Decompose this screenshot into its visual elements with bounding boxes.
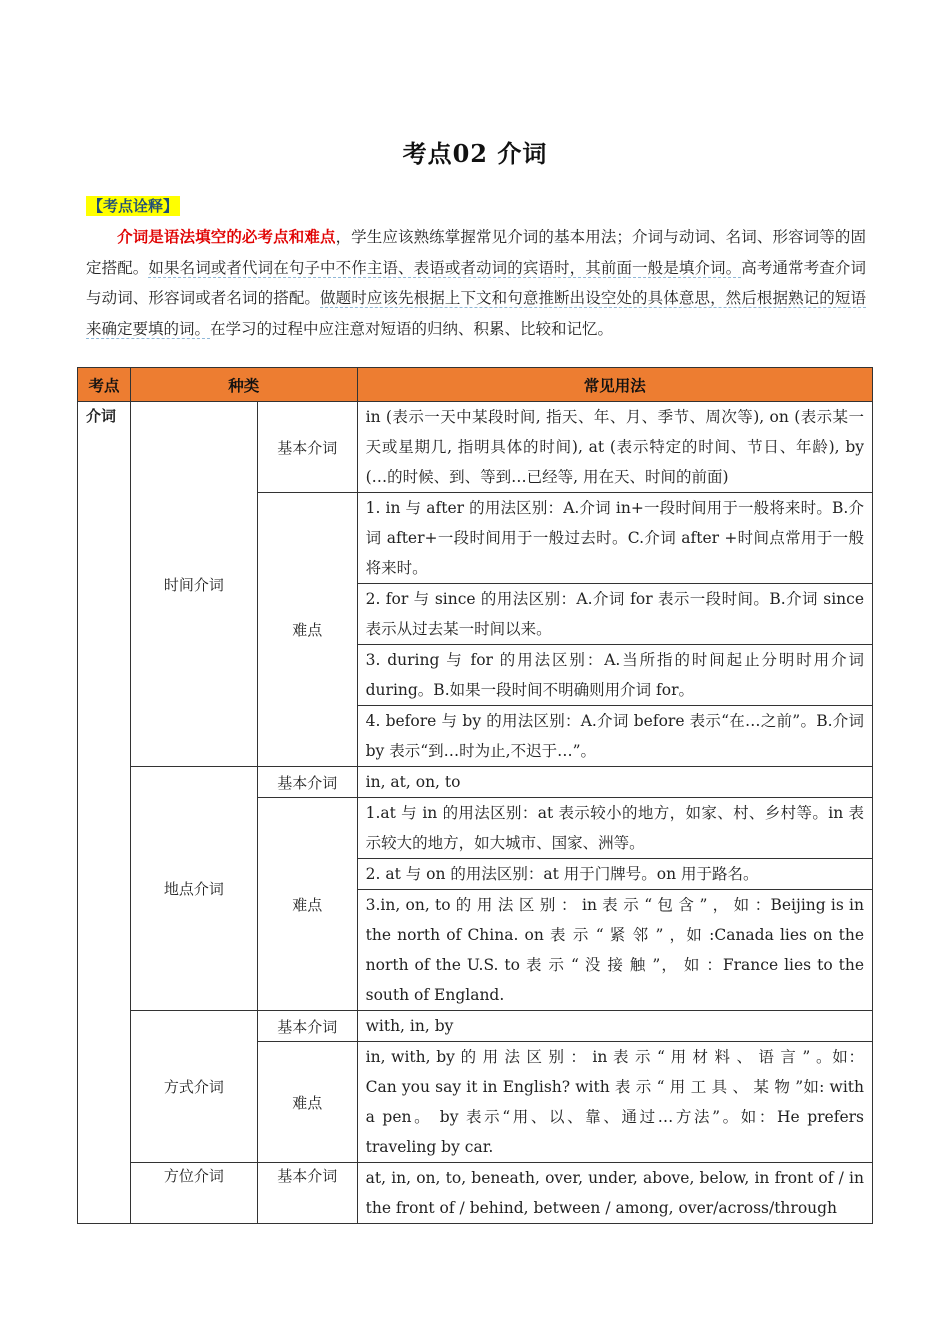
subcategory-basic: 基本介词: [257, 767, 357, 798]
table-row: [78, 1011, 873, 1042]
subcategory-difficult: 难点: [257, 798, 357, 1011]
section-tag: 【考点诠释】: [88, 197, 179, 215]
intro-text-3: 在学习的过程中应注意对短语的归纳、积累、比较和记忆。: [210, 319, 614, 338]
page-title: 考点02 介词: [402, 139, 548, 168]
intro-underlined-1: 如果名词或者代词在句子中不作主语、表语或者动词的宾语时，其前面一般是填介词。: [148, 258, 742, 277]
place-difficult-3: 3.in, on, to 的 用 法 区 别 ： in 表 示 “ 包 含 ” ， 如 ：Beijing is in the north of China. on 表 示 “ 紧 邻 ” ，如 :Canada lies on the north of the U.S. to 表 示 “ 没 接 触 ”， 如 ：France lies to the south of England.: [357, 890, 872, 1011]
time-difficult-3: 3. during 与 for 的用法区别：A.当所指的时间起止分明时用介词during。B.如果一段时间不明确则用介词 for。: [357, 645, 872, 706]
category-time: 时间介词: [130, 402, 257, 767]
header-category: 种类: [130, 368, 357, 402]
intro-text-2: 高考通常考查介词与动词、形容词或者名词的搭配。: [86, 258, 866, 307]
header-usage: 常见用法: [357, 368, 872, 402]
table-row: [78, 1163, 873, 1224]
category-place: 地点介词: [130, 767, 257, 1011]
category-position: 方位介词: [130, 1163, 257, 1224]
topic-cell: 介词: [78, 402, 131, 1224]
intro-underlined-2: 做题时应该先根据上下文和句意推断出设空处的具体意思，然后根据熟记的短语来确定要填的词。: [86, 289, 866, 338]
table-header-row: [78, 368, 873, 402]
subcategory-difficult: 难点: [257, 1042, 357, 1163]
time-basic-usage: in (表示一天中某段时间, 指天、年、月、季节、周次等), on (表示某一天或星期几, 指明具体的时间), at (表示特定的时间、节日、年龄), by (…的时候、到、等到…已经等, 用在天、时间的前面): [357, 402, 872, 493]
preposition-table: [77, 367, 873, 1224]
place-difficult-1: 1.at 与 in 的用法区别：at 表示较小的地方，如家、村、乡村等。in 表示较大的地方，如大城市、国家、洲等。: [357, 798, 872, 859]
intro-highlight: 介词是语法填空的必考点和难点: [117, 227, 336, 246]
intro-paragraph: [86, 222, 866, 344]
subcategory-difficult: 难点: [257, 493, 357, 767]
subcategory-basic: 基本介词: [257, 1163, 357, 1224]
time-difficult-1: 1. in 与 after 的用法区别：A.介词 in+一段时间用于一般将来时。B.介词 after+一段时间用于一般过去时。C.介词 after +时间点常用于一般将来时。: [357, 493, 872, 584]
intro-text-1: ，学生应该熟练掌握常见介词的基本用法；介词与动词、名词、形容词等的固定搭配。: [86, 228, 866, 277]
place-difficult-2: 2. at 与 on 的用法区别：at 用于门牌号。on 用于路名。: [357, 859, 872, 890]
subcategory-basic: 基本介词: [257, 402, 357, 493]
time-difficult-2: 2. for 与 since 的用法区别：A.介词 for 表示一段时间。B.介词 since 表示从过去某一时间以来。: [357, 584, 872, 645]
time-difficult-4: 4. before 与 by 的用法区别：A.介词 before 表示“在…之前”。B.介词 by 表示“到…时为止,不迟于…”。: [357, 706, 872, 767]
place-basic-usage: in, at, on, to: [357, 767, 872, 798]
manner-difficult-1: in, with, by 的 用 法 区 别 ： in 表 示 “ 用 材 料 、 语 言 ” 。如： Can you say it in English? with 表 示 “ 用 工 具 、 某 物 ”如: with a pen。 by 表示“用、以、靠、通过…方法”。如：He prefers traveling by car.: [357, 1042, 872, 1163]
position-basic-usage: at, in, on, to, beneath, over, under, above, below, in front of / in the front of / behind, between / among, over/across/through: [357, 1163, 872, 1224]
table-row: [78, 767, 873, 798]
manner-basic-usage: with, in, by: [357, 1011, 872, 1042]
subcategory-basic: 基本介词: [257, 1011, 357, 1042]
table-row: [78, 402, 873, 493]
header-topic: 考点: [78, 368, 131, 402]
category-manner: 方式介词: [130, 1011, 257, 1163]
